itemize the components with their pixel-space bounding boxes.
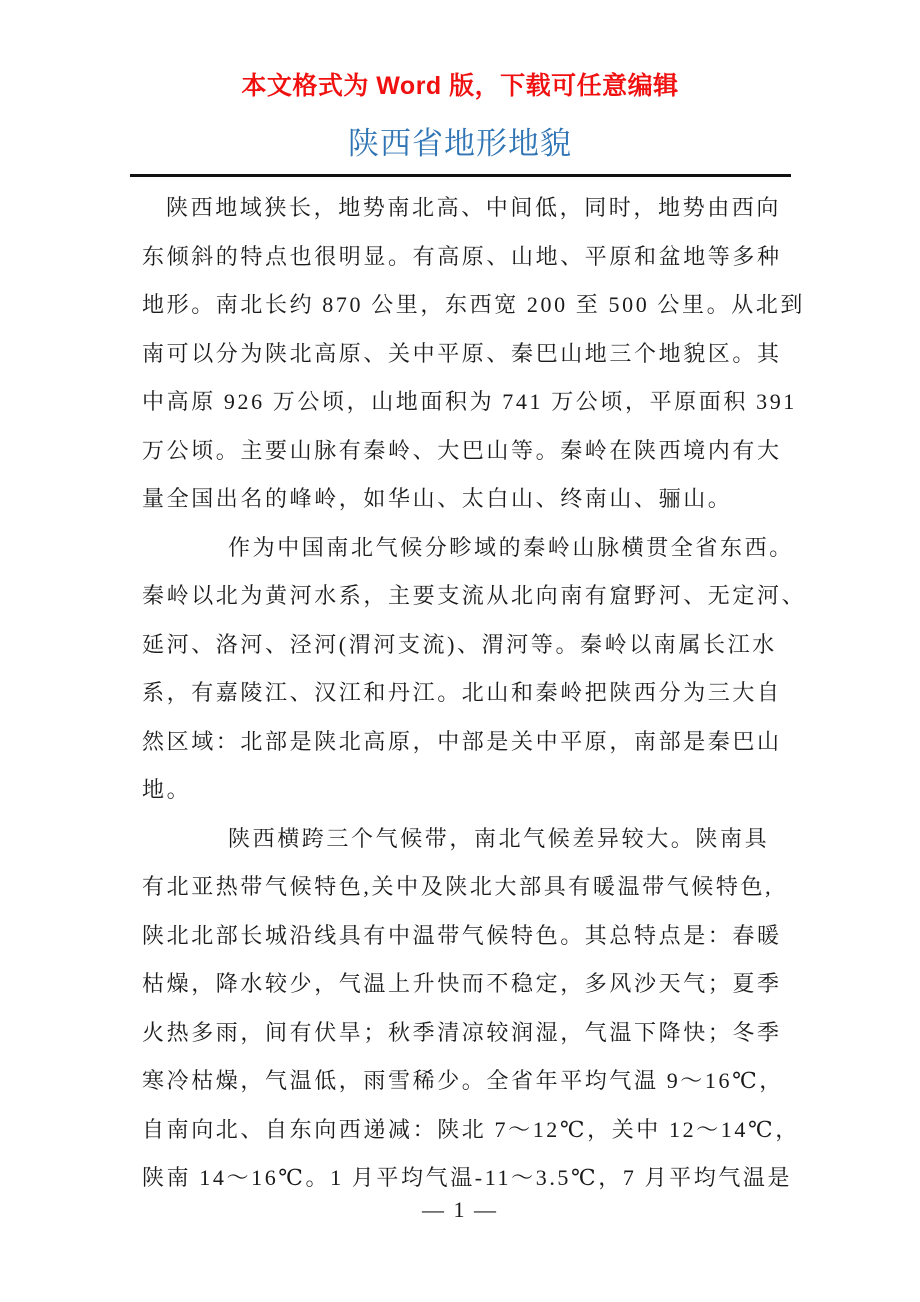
text-line: 作为中国南北气候分畛域的秦岭山脉横贯全省东西。 xyxy=(228,534,794,560)
text-line: 东倾斜的特点也很明显。有高原、山地、平原和盆地等多种 xyxy=(142,243,782,269)
text-line: 陕西横跨三个气候带，南北气候差异较大。陕南具 xyxy=(228,825,770,851)
text-line: 量全国出名的峰岭，如华山、太白山、终南山、骊山。 xyxy=(142,486,733,511)
paragraph-rivers xyxy=(142,524,807,815)
text-line: 万公顷。主要山脉有秦岭、大巴山等。秦岭在陕西境内有大 xyxy=(142,437,782,463)
download-notice: 本文格式为 Word 版，下载可任意编辑 xyxy=(241,72,679,100)
text-line: 中高原 926 万公顷，山地面积为 741 万公顷，平原面积 391 xyxy=(142,389,797,414)
text-line: 寒冷枯燥，气温低，雨雪稀少。全省年平均气温 9～16℃， xyxy=(142,1068,784,1093)
text-line: 秦岭以北为黄河水系，主要支流从北向南有窟野河、无定河、 xyxy=(142,583,807,608)
paragraph-climate xyxy=(142,815,800,1203)
page-number: — 1 — xyxy=(422,1197,498,1222)
text-line: 陕南 14～16℃。1 月平均气温-11～3.5℃，7 月平均气温是 xyxy=(142,1165,793,1190)
paragraph-terrain xyxy=(142,184,806,524)
document-body xyxy=(142,184,807,1203)
text-line: 地形。南北长约 870 公里，东西宽 200 至 500 公里。从北到 xyxy=(142,292,806,317)
text-line: 陕西地域狭长，地势南北高、中间低，同时，地势由西向 xyxy=(166,195,782,220)
text-line: 地。 xyxy=(142,777,192,802)
text-line: 然区域：北部是陕北高原，中部是关中平原，南部是秦巴山 xyxy=(142,728,782,754)
text-line: 陕北北部长城沿线具有中温带气候特色。其总特点是：春暖 xyxy=(142,922,782,948)
text-line: 有北亚热带气候特色,关中及陕北大部具有暖温带气候特色, xyxy=(142,874,774,899)
text-line: 系，有嘉陵江、汉江和丹江。北山和秦岭把陕西分为三大自 xyxy=(142,680,782,705)
text-line: 火热多雨，间有伏旱；秋季清凉较润湿，气温下降快；冬季 xyxy=(142,1019,782,1045)
document-title: 陕西省地形地貌 xyxy=(348,126,572,161)
text-line: 自南向北、自东向西递减：陕北 7～12℃，关中 12～14℃， xyxy=(142,1116,800,1142)
text-line: 延河、洛河、泾河(渭河支流)、渭河等。秦岭以南属长江水 xyxy=(142,631,777,657)
text-line: 南可以分为陕北高原、关中平原、秦巴山地三个地貌区。其 xyxy=(142,340,782,366)
title-divider xyxy=(130,174,791,177)
text-line: 枯燥，降水较少，气温上升快而不稳定，多风沙天气；夏季 xyxy=(142,971,782,996)
